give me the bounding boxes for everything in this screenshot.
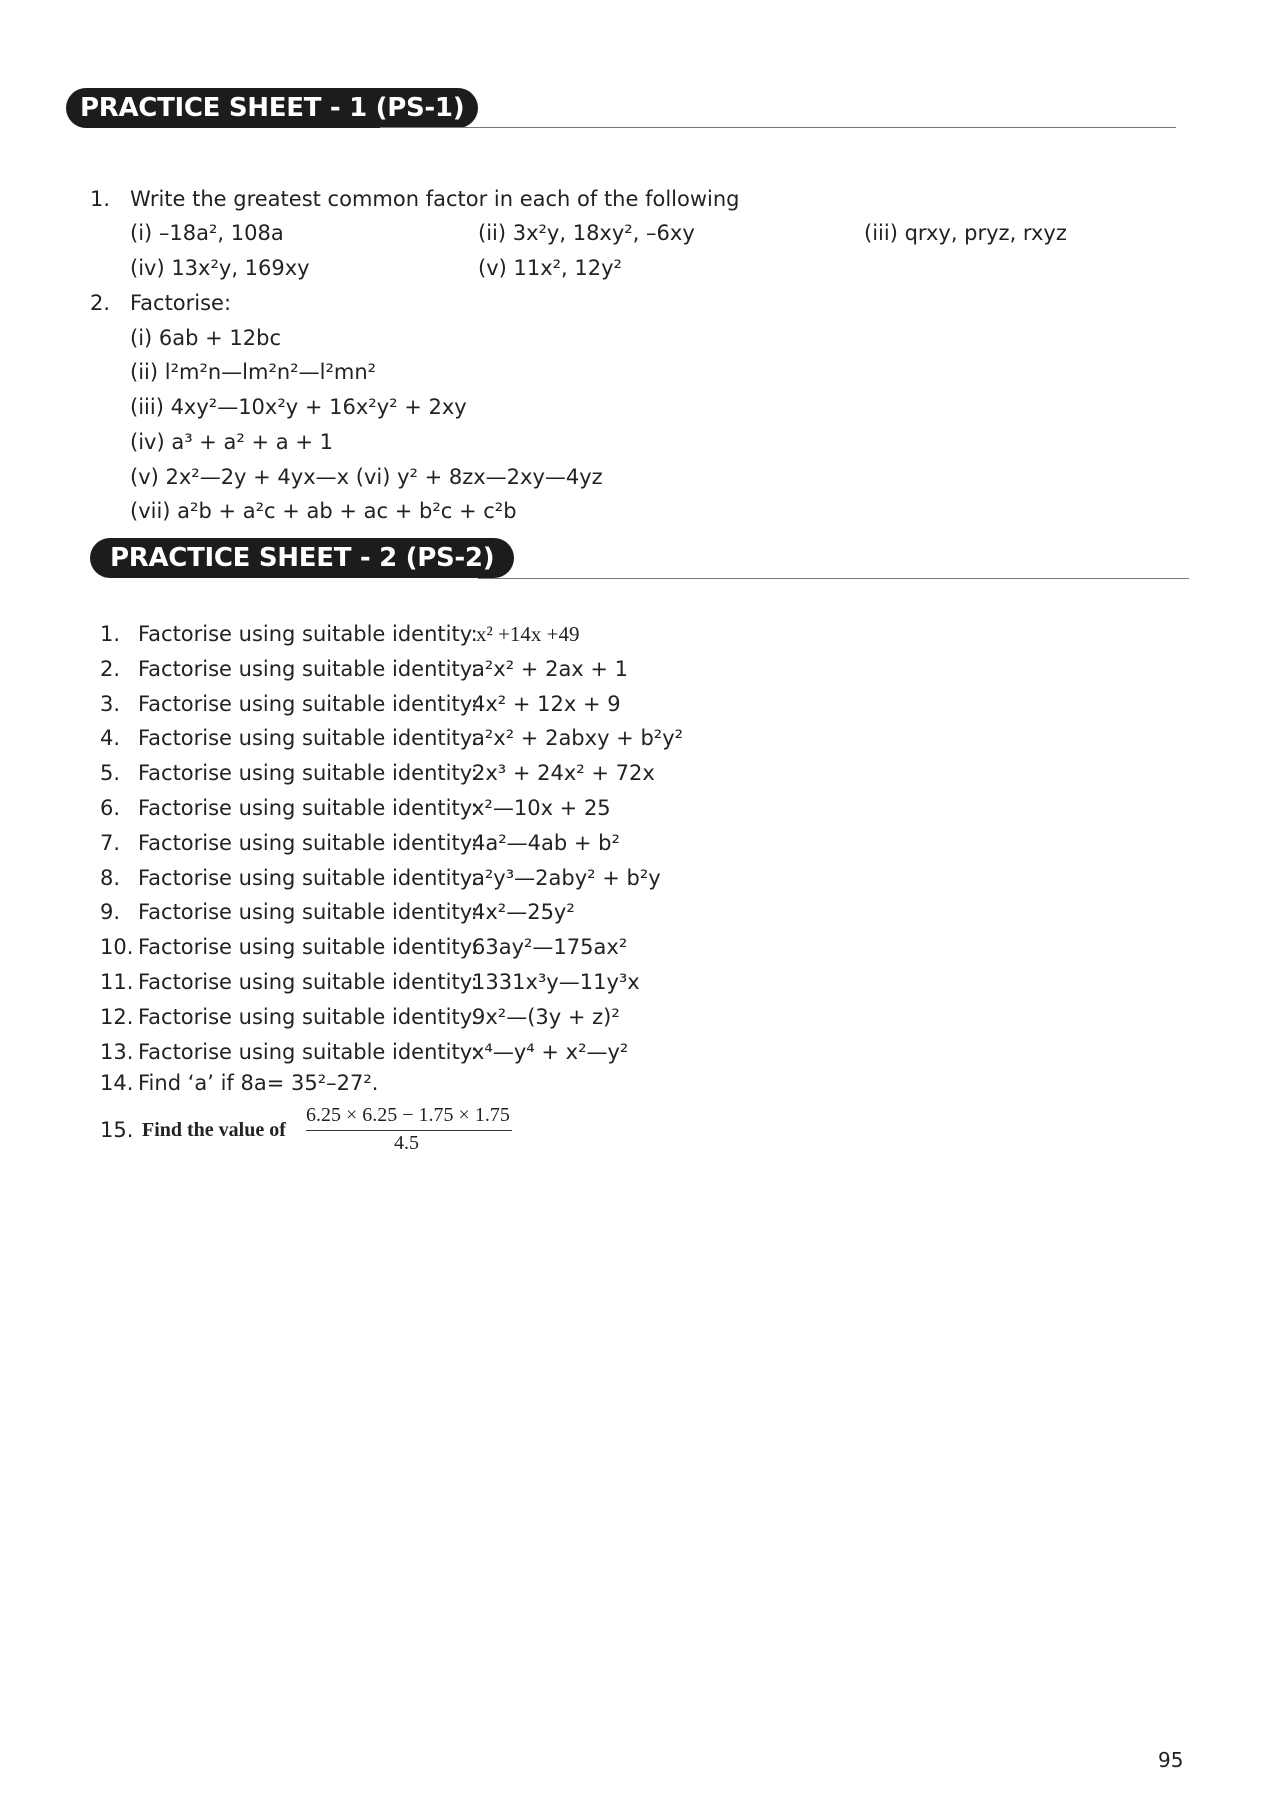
ps2-question-expression: 4x² + 12x + 9	[472, 692, 621, 716]
ps2-q14-text: Find ‘a’ if 8a= 35²–27².	[138, 1071, 379, 1095]
page-number: 95	[1158, 1748, 1184, 1772]
ps2-question-expression: 2x³ + 24x² + 72x	[472, 761, 655, 785]
ps2-question-prefix: Factorise using suitable identity:	[138, 831, 478, 855]
ps2-question-number: 9.	[100, 900, 121, 924]
ps2-question-prefix: Factorise using suitable identity:	[138, 900, 478, 924]
ps1-q1-number: 1.	[90, 187, 111, 211]
ps2-question-prefix: Factorise using suitable identity:	[138, 1005, 478, 1029]
ps2-question-number: 8.	[100, 866, 121, 890]
ps1-q2-part: (iv) a³ + a² + a + 1	[130, 430, 333, 454]
ps2-question-number: 1.	[100, 622, 121, 646]
fraction-bar	[306, 1130, 512, 1131]
ps1-q2-part: (vii) a²b + a²c + ab + ac + b²c + c²b	[130, 499, 517, 523]
ps2-question-prefix: Factorise using suitable identity:	[138, 866, 478, 890]
ps1-q1-part: (iv) 13x²y, 169xy	[130, 256, 310, 280]
ps2-question-number: 10.	[100, 935, 134, 959]
ps2-question-number: 7.	[100, 831, 121, 855]
ps2-question-number: 12.	[100, 1005, 134, 1029]
ps2-question-number: 4.	[100, 726, 121, 750]
ps1-q2-number: 2.	[90, 291, 111, 315]
ps2-question-expression: a²x² + 2ax + 1	[472, 657, 629, 681]
ps2-question-number: 2.	[100, 657, 121, 681]
ps1-q2-part: (i) 6ab + 12bc	[130, 326, 281, 350]
ps2-question-number: 5.	[100, 761, 121, 785]
ps1-q1-part: (iii) qrxy, pryz, rxyz	[864, 221, 1067, 245]
ps2-question-expression: 63ay²—175ax²	[472, 935, 628, 959]
ps2-question-expression: 4x²—25y²	[472, 900, 575, 924]
ps2-question-expression: 1331x³y—11y³x	[472, 970, 640, 994]
ps2-q15-fraction	[306, 1104, 512, 1160]
ps2-question-prefix: Factorise using suitable identity:	[138, 796, 478, 820]
ps1-rule	[380, 127, 1176, 128]
ps2-question-number: 11.	[100, 970, 134, 994]
ps2-question-number: 3.	[100, 692, 121, 716]
ps2-question-prefix: Factorise using suitable identity:	[138, 935, 478, 959]
ps2-q15-text: Find the value of	[142, 1119, 286, 1141]
ps2-question-prefix: Factorise using suitable identity:	[138, 726, 478, 750]
ps1-title: PRACTICE SHEET - 1 (PS-1)	[66, 88, 478, 128]
ps2-question-prefix: Factorise using suitable identity:	[138, 761, 478, 785]
ps2-question-prefix: Factorise using suitable identity:	[138, 692, 478, 716]
ps2-question-expression: 4a²—4ab + b²	[472, 831, 620, 855]
ps2-question-number: 13.	[100, 1040, 134, 1064]
ps2-question-expression: x²—10x + 25	[472, 796, 611, 820]
ps2-title: PRACTICE SHEET - 2 (PS-2)	[90, 538, 514, 578]
ps2-q15-number: 15.	[100, 1118, 134, 1142]
ps1-q1-text: Write the greatest common factor in each of the following	[130, 187, 740, 211]
ps1-q2-part: (v) 2x²—2y + 4yx—x (vi) y² + 8zx—2xy—4yz	[130, 465, 603, 489]
ps2-question-prefix: Factorise using suitable identity:	[138, 657, 478, 681]
ps1-q2-part: (iii) 4xy²—10x²y + 16x²y² + 2xy	[130, 395, 467, 419]
ps1-q1-part: (v) 11x², 12y²	[478, 256, 622, 280]
ps2-question-expression: a²x² + 2abxy + b²y²	[472, 726, 684, 750]
ps1-q2-part: (ii) l²m²n—lm²n²—l²mn²	[130, 360, 377, 384]
ps1-q2-text: Factorise:	[130, 291, 232, 315]
ps2-question-expression: x² +14x +49	[476, 622, 580, 646]
ps2-question-prefix: Factorise using suitable identity:	[138, 1040, 478, 1064]
ps1-q1-part: (ii) 3x²y, 18xy², –6xy	[478, 221, 695, 245]
ps2-question-prefix: Factorise using suitable identity:	[138, 622, 478, 646]
fraction-numerator: 6.25 × 6.25 − 1.75 × 1.75	[306, 1104, 510, 1126]
fraction-denominator: 4.5	[394, 1132, 419, 1154]
ps1-q1-part: (i) –18a², 108a	[130, 221, 284, 245]
ps2-question-expression: 9x²—(3y + z)²	[472, 1005, 620, 1029]
ps2-question-number: 6.	[100, 796, 121, 820]
ps2-rule	[478, 578, 1189, 579]
ps2-question-expression: x⁴—y⁴ + x²—y²	[472, 1040, 629, 1064]
ps2-question-prefix: Factorise using suitable identity:	[138, 970, 478, 994]
ps2-q14-number: 14.	[100, 1071, 134, 1095]
ps2-question-expression: a²y³—2aby² + b²y	[472, 866, 661, 890]
